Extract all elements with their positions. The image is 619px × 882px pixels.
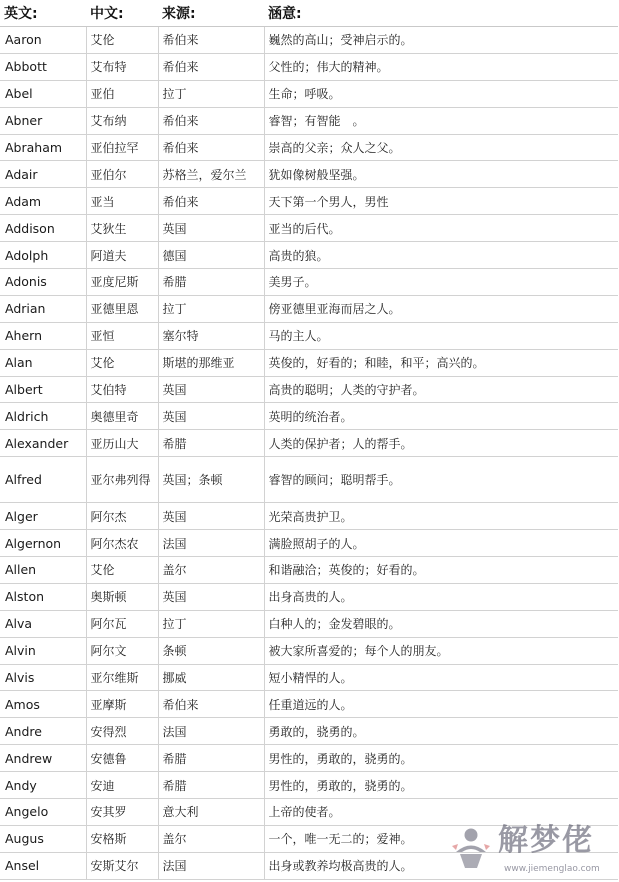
cell-meaning: 出身或教养均极高贵的人。	[264, 852, 618, 879]
watermark-title: 解梦佬	[498, 823, 594, 858]
table-row	[0, 215, 618, 242]
cell-origin: 法国	[158, 852, 264, 879]
cell-chinese: 艾伯特	[86, 376, 158, 403]
table-row	[0, 188, 618, 215]
cell-meaning: 人类的保护者；人的帮手。	[264, 430, 618, 457]
header-meaning: 涵意:	[264, 0, 618, 27]
cell-origin: 英国	[158, 583, 264, 610]
cell-meaning: 天下第一个男人，男性	[264, 188, 618, 215]
cell-english: Alvis	[0, 664, 86, 691]
cell-english: Allen	[0, 557, 86, 584]
cell-meaning: 父性的；伟大的精神。	[264, 53, 618, 80]
cell-origin: 意大利	[158, 799, 264, 826]
table-row	[0, 349, 618, 376]
table-row	[0, 27, 618, 54]
cell-chinese: 艾伦	[86, 557, 158, 584]
cell-meaning: 男性的，勇敢的，骁勇的。	[264, 772, 618, 799]
cell-meaning: 英俊的，好看的；和睦，和平；高兴的。	[264, 349, 618, 376]
cell-chinese: 阿尔文	[86, 637, 158, 664]
table-row	[0, 825, 618, 852]
cell-origin: 盖尔	[158, 825, 264, 852]
cell-origin: 盖尔	[158, 557, 264, 584]
cell-english: Abner	[0, 107, 86, 134]
cell-chinese: 安迪	[86, 772, 158, 799]
cell-chinese: 亚尔维斯	[86, 664, 158, 691]
cell-english: Alan	[0, 349, 86, 376]
cell-chinese: 阿尔杰	[86, 503, 158, 530]
cell-chinese: 安格斯	[86, 825, 158, 852]
cell-meaning: 马的主人。	[264, 322, 618, 349]
cell-origin: 英国	[158, 403, 264, 430]
cell-meaning: 睿智的顾问；聪明帮手。	[264, 457, 618, 503]
header-english: 英文:	[0, 0, 86, 27]
cell-origin: 英国	[158, 215, 264, 242]
cell-meaning: 美男子。	[264, 269, 618, 296]
cell-chinese: 亚尔弗列得	[86, 457, 158, 503]
cell-meaning: 亚当的后代。	[264, 215, 618, 242]
cell-meaning: 勇敢的，骁勇的。	[264, 718, 618, 745]
cell-english: Albert	[0, 376, 86, 403]
cell-meaning: 高贵的聪明；人类的守护者。	[264, 376, 618, 403]
table-row	[0, 691, 618, 718]
table-row	[0, 295, 618, 322]
cell-chinese: 亚德里恩	[86, 295, 158, 322]
table-row	[0, 80, 618, 107]
cell-origin: 希腊	[158, 269, 264, 296]
cell-english: Amos	[0, 691, 86, 718]
cell-origin: 希腊	[158, 430, 264, 457]
cell-chinese: 亚当	[86, 188, 158, 215]
cell-meaning: 犹如像树般坚强。	[264, 161, 618, 188]
cell-chinese: 亚伯尔	[86, 161, 158, 188]
table-row	[0, 664, 618, 691]
cell-meaning: 和谐融洽；英俊的；好看的。	[264, 557, 618, 584]
cell-origin: 法国	[158, 530, 264, 557]
cell-origin: 希伯来	[158, 691, 264, 718]
cell-chinese: 艾布特	[86, 53, 158, 80]
cell-chinese: 安德鲁	[86, 745, 158, 772]
cell-chinese: 阿尔杰农	[86, 530, 158, 557]
cell-origin: 斯堪的那维亚	[158, 349, 264, 376]
cell-meaning: 任重道远的人。	[264, 691, 618, 718]
table-row	[0, 610, 618, 637]
table-row	[0, 799, 618, 826]
cell-origin: 拉丁	[158, 295, 264, 322]
cell-origin: 英国	[158, 503, 264, 530]
cell-english: Ansel	[0, 852, 86, 879]
cell-english: Andrew	[0, 745, 86, 772]
table-row	[0, 557, 618, 584]
cell-origin: 希腊	[158, 745, 264, 772]
table-row	[0, 322, 618, 349]
cell-origin: 挪威	[158, 664, 264, 691]
table-row	[0, 745, 618, 772]
table-row	[0, 530, 618, 557]
cell-english: Alston	[0, 583, 86, 610]
cell-origin: 英国；条顿	[158, 457, 264, 503]
cell-meaning: 傍亚德里亚海而居之人。	[264, 295, 618, 322]
cell-meaning: 短小精悍的人。	[264, 664, 618, 691]
cell-chinese: 安其罗	[86, 799, 158, 826]
cell-chinese: 亚摩斯	[86, 691, 158, 718]
cell-origin: 希伯来	[158, 27, 264, 54]
table-row	[0, 242, 618, 269]
cell-meaning: 被大家所喜爱的；每个人的朋友。	[264, 637, 618, 664]
table-header-row	[0, 0, 618, 27]
cell-english: Adonis	[0, 269, 86, 296]
cell-origin: 拉丁	[158, 610, 264, 637]
cell-english: Abbott	[0, 53, 86, 80]
table-row	[0, 772, 618, 799]
cell-english: Aaron	[0, 27, 86, 54]
table-row	[0, 269, 618, 296]
cell-chinese: 奥德里奇	[86, 403, 158, 430]
cell-chinese: 阿尔瓦	[86, 610, 158, 637]
cell-meaning: 崇高的父亲；众人之父。	[264, 134, 618, 161]
cell-chinese: 艾布纳	[86, 107, 158, 134]
cell-origin: 拉丁	[158, 80, 264, 107]
cell-english: Adam	[0, 188, 86, 215]
cell-chinese: 阿道夫	[86, 242, 158, 269]
cell-english: Augus	[0, 825, 86, 852]
cell-english: Alexander	[0, 430, 86, 457]
table-row	[0, 161, 618, 188]
cell-meaning: 白种人的；金发碧眼的。	[264, 610, 618, 637]
cell-english: Algernon	[0, 530, 86, 557]
cell-chinese: 亚度尼斯	[86, 269, 158, 296]
cell-origin: 苏格兰，爱尔兰	[158, 161, 264, 188]
cell-meaning: 英明的统治者。	[264, 403, 618, 430]
table-row	[0, 376, 618, 403]
header-chinese: 中文:	[86, 0, 158, 27]
cell-origin: 法国	[158, 718, 264, 745]
cell-english: Ahern	[0, 322, 86, 349]
table-row	[0, 852, 618, 879]
cell-origin: 德国	[158, 242, 264, 269]
cell-chinese: 艾伦	[86, 349, 158, 376]
cell-meaning: 光荣高贵护卫。	[264, 503, 618, 530]
cell-origin: 条顿	[158, 637, 264, 664]
cell-english: Aldrich	[0, 403, 86, 430]
cell-english: Andy	[0, 772, 86, 799]
cell-chinese: 安斯艾尔	[86, 852, 158, 879]
header-origin: 来源:	[158, 0, 264, 27]
cell-origin: 希伯来	[158, 53, 264, 80]
cell-english: Angelo	[0, 799, 86, 826]
cell-meaning: 上帝的使者。	[264, 799, 618, 826]
table-row	[0, 430, 618, 457]
cell-meaning: 出身高贵的人。	[264, 583, 618, 610]
cell-origin: 希腊	[158, 772, 264, 799]
cell-meaning: 满脸照胡子的人。	[264, 530, 618, 557]
cell-origin: 希伯来	[158, 134, 264, 161]
cell-chinese: 亚伯	[86, 80, 158, 107]
table-row	[0, 457, 618, 503]
table-row	[0, 53, 618, 80]
cell-chinese: 艾伦	[86, 27, 158, 54]
cell-english: Adair	[0, 161, 86, 188]
table-row	[0, 403, 618, 430]
table-row	[0, 637, 618, 664]
cell-english: Adolph	[0, 242, 86, 269]
cell-chinese: 亚恒	[86, 322, 158, 349]
cell-meaning: 高贵的狼。	[264, 242, 618, 269]
cell-chinese: 奥斯顿	[86, 583, 158, 610]
cell-origin: 英国	[158, 376, 264, 403]
cell-english: Alfred	[0, 457, 86, 503]
watermark-url: www.jiemenglao.com	[504, 864, 600, 874]
cell-chinese: 安得烈	[86, 718, 158, 745]
cell-chinese: 亚历山大	[86, 430, 158, 457]
cell-english: Alvin	[0, 637, 86, 664]
cell-origin: 希伯来	[158, 107, 264, 134]
table-row	[0, 107, 618, 134]
cell-meaning: 睿智；有智能 。	[264, 107, 618, 134]
cell-english: Alva	[0, 610, 86, 637]
cell-chinese: 亚伯拉罕	[86, 134, 158, 161]
cell-meaning: 男性的，勇敢的，骁勇的。	[264, 745, 618, 772]
cell-origin: 希伯来	[158, 188, 264, 215]
cell-english: Andre	[0, 718, 86, 745]
cell-english: Alger	[0, 503, 86, 530]
cell-english: Abraham	[0, 134, 86, 161]
cell-english: Abel	[0, 80, 86, 107]
cell-english: Adrian	[0, 295, 86, 322]
cell-english: Addison	[0, 215, 86, 242]
cell-meaning: 巍然的高山；受神启示的。	[264, 27, 618, 54]
cell-meaning: 生命；呼吸。	[264, 80, 618, 107]
table-row	[0, 134, 618, 161]
table-row	[0, 583, 618, 610]
table-body	[0, 27, 618, 880]
cell-chinese: 艾狄生	[86, 215, 158, 242]
table-row	[0, 503, 618, 530]
cell-meaning: 一个，唯一无二的；爱神。	[264, 825, 618, 852]
table-row	[0, 718, 618, 745]
cell-origin: 塞尔特	[158, 322, 264, 349]
